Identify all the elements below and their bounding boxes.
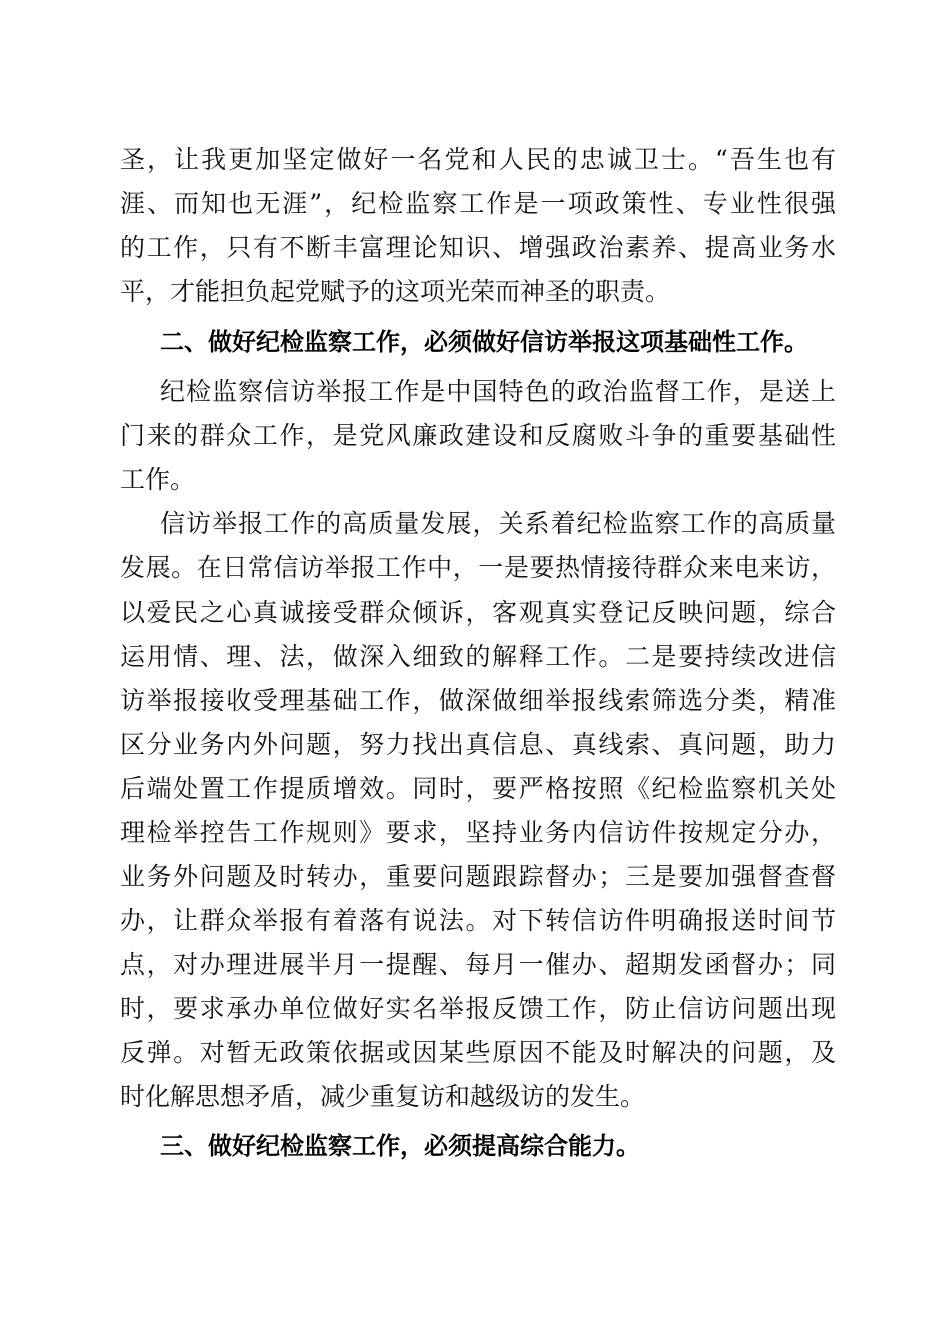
paragraph-line: 工作。	[120, 465, 196, 494]
paragraph-line: 平，才能担负起党赋予的这项光荣而神圣的职责。	[120, 277, 671, 306]
paragraph-line: 发展。在日常信访举报工作中，一是要热情接待群众来电来访，	[120, 553, 836, 582]
paragraph-line: 纪检监察信访举报工作是中国特色的政治监督工作，是送上	[160, 377, 836, 406]
paragraph-line: 点，对办理进展半月一提醒、每月一催办、超期发函督办；同	[120, 950, 836, 979]
paragraph-line: 区分业务内外问题，努力找出真信息、真线索、真问题，助力	[120, 730, 836, 759]
paragraph-line: 圣，让我更加坚定做好一名党和人民的忠诚卫士。“吾生也有	[120, 145, 836, 174]
paragraph-line: 涯、而知也无涯”，纪检监察工作是一项政策性、专业性很强	[120, 189, 836, 218]
section-heading: 三、做好纪检监察工作，必须提高综合能力。	[160, 1132, 640, 1160]
paragraph-line: 以爱民之心真诚接受群众倾诉，客观真实登记反映问题，综合	[120, 598, 836, 627]
paragraph-line: 理检举控告工作规则》要求，坚持业务内信访件按规定分办，	[120, 818, 836, 847]
paragraph-line: 时化解思想矛盾，减少重复访和越级访的发生。	[120, 1082, 646, 1111]
paragraph-line: 办，让群众举报有着落有说法。对下转信访件明确报送时间节	[120, 906, 836, 935]
paragraph-line: 时，要求承办单位做好实名举报反馈工作，防止信访问题出现	[120, 994, 836, 1023]
paragraph-line: 访举报接收受理基础工作，做深做细举报线索筛选分类，精准	[120, 686, 836, 715]
paragraph-line: 门来的群众工作，是党风廉政建设和反腐败斗争的重要基础性	[120, 421, 836, 450]
paragraph-line: 后端处置工作提质增效。同时，要严格按照《纪检监察机关处	[120, 774, 836, 803]
paragraph-line: 的工作，只有不断丰富理论知识、增强政治素养、提高业务水	[120, 233, 836, 262]
paragraph-line: 业务外问题及时转办，重要问题跟踪督办；三是要加强督查督	[120, 862, 836, 891]
paragraph-line: 运用情、理、法，做深入细致的解释工作。二是要持续改进信	[120, 642, 836, 671]
paragraph-line: 信访举报工作的高质量发展，关系着纪检监察工作的高质量	[160, 509, 836, 538]
section-heading: 二、做好纪检监察工作，必须做好信访举报这项基础性工作。	[160, 328, 808, 356]
paragraph-line: 反弹。对暂无政策依据或因某些原因不能及时解决的问题，及	[120, 1038, 836, 1067]
